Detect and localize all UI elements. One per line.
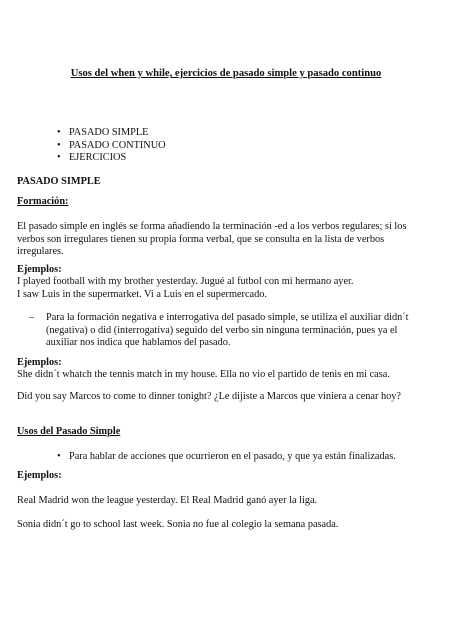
document-title: Usos del when y while, ejercicios de pasado simple y pasado continuo xyxy=(70,68,382,79)
usos-heading: Usos del Pasado Simple xyxy=(17,426,121,437)
example-line: Sonia didn´t go to school last week. Sonia no fue al colegio la semana pasada. xyxy=(17,519,339,530)
section-heading: PASADO SIMPLE xyxy=(17,176,101,187)
table-of-contents xyxy=(57,127,166,165)
example-line: She didn´t whatch the tennis match in my house. Ella no vio el partido de tenis en mi casa. xyxy=(17,369,390,380)
ejemplos-heading-3: Ejemplos: xyxy=(17,470,62,481)
toc-item: • EJERCICIOS xyxy=(57,152,166,165)
example-line: I played football with my brother yesterday. Jugué al futbol con mi hermano ayer. xyxy=(17,276,354,287)
ejemplos-heading-1: Ejemplos: xyxy=(17,264,62,275)
example-line: Real Madrid won the league yesterday. El Real Madrid ganó ayer la liga. xyxy=(17,495,318,506)
negative-note-text: Para la formación negativa e interrogativa del pasado simple, se utiliza el auxiliar didn´t (negativa) o did (interrogativa) seguido del verbo sin ninguna terminación, pues ya el auxiliar nos indica que hablamos del pasado. xyxy=(46,312,409,349)
example-line: I saw Luis in the supermarket. Vi a Luis en el supermercado. xyxy=(17,289,267,300)
usos-bullet xyxy=(57,451,427,464)
formacion-paragraph: El pasado simple en inglés se forma añadiendo la terminación -ed a los verbos regulares; si los verbos son irregulares tienen su propia forma verbal, que se consulta en la lista de verbos irregulares. xyxy=(17,221,407,258)
toc-item: • PASADO CONTINUO xyxy=(57,140,166,153)
dash-marker: – xyxy=(29,312,35,323)
formacion-heading: Formación: xyxy=(17,196,69,207)
usos-bullet-text: Para hablar de acciones que ocurrieron en el pasado, y que ya están finalizadas. xyxy=(69,451,396,462)
example-paragraph: Did you say Marcos to come to dinner tonight? ¿Le dijiste a Marcos que viniera a cenar hoy? xyxy=(17,391,402,402)
toc-item: • PASADO SIMPLE xyxy=(57,127,166,140)
bullet-dot: • xyxy=(57,451,61,462)
ejemplos-heading-2: Ejemplos: xyxy=(17,357,62,368)
negative-note xyxy=(29,312,425,350)
